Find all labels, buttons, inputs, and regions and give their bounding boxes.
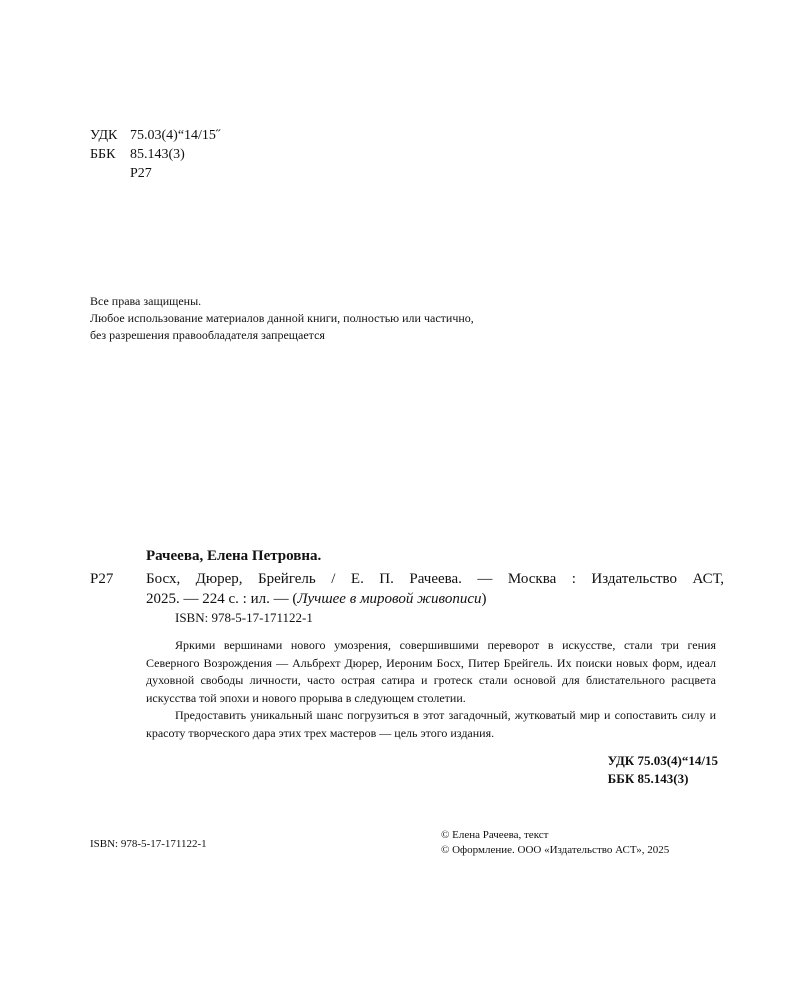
footer-copyright: [441, 828, 669, 858]
udk-label: УДК: [90, 128, 118, 143]
udk-row: [90, 126, 221, 145]
rights-notice: [90, 293, 474, 344]
rights-line-3: без разрешения правообладателя запрещается: [90, 328, 325, 342]
bbk-label: ББК: [90, 147, 116, 162]
udk-bottom: УДК 75.03(4)“14/15: [607, 753, 718, 768]
bib-line-1: Босх, Дюрер, Брейгель / Е. П. Рачеева. — Москва : Издательство АСТ,: [146, 571, 724, 587]
bbk-value: 85.143(3): [130, 147, 185, 162]
bbk-row: [90, 145, 221, 164]
bib-isbn: ISBN: 978-5-17-171122-1: [175, 610, 313, 625]
classification-block-bottom: [608, 752, 718, 788]
rights-line-2: Любое использование материалов данной книги, полностью или частично,: [90, 311, 474, 325]
copyright-text: © Елена Рачеева, текст: [441, 829, 549, 841]
annotation-paragraph-1: Яркими вершинами нового умозрения, совершившими переворот в искусстве, стали три гения Северного Возрождения — Альбрехт Дюрер, Иероним Босх, Питер Брейгель. Их поиски новых форм, идеал духовной свободы личности, часто острая сатира и гротеск стали основой для блистательного расцвета искусства той эпохи и нового прорыва в следующем столетии.: [146, 638, 716, 705]
bib-description: [146, 569, 724, 609]
annotation-paragraph-2: Предоставить уникальный шанс погрузиться в этот загадочный, жутковатый мир и сопоставить силу и красоту творческого дара этих трех мастеров — цель этого издания.: [146, 708, 716, 740]
author-mark: Р27: [130, 166, 152, 181]
bib-author-mark: Р27: [90, 571, 114, 587]
footer-isbn: ISBN: 978-5-17-171122-1: [90, 838, 207, 850]
author-mark-row: [90, 164, 221, 183]
bib-line-2: [146, 589, 724, 609]
bib-author: Рачеева, Елена Петровна.: [146, 548, 322, 564]
copyright-design: © Оформление. ООО «Издательство АСТ», 2025: [441, 844, 670, 856]
udk-value: 75.03(4)“14/15˝: [130, 128, 221, 143]
bib-line-2-suffix: ): [481, 591, 487, 607]
bbk-bottom: ББК 85.143(3): [607, 771, 689, 786]
bib-line-2-prefix: 2025. — 224 с. : ил. — (: [146, 591, 298, 607]
bib-series: Лучшее в мировой живописи: [297, 591, 482, 607]
rights-line-1: Все права защищены.: [90, 294, 202, 308]
classification-block-top: [90, 126, 221, 183]
annotation: [146, 637, 716, 743]
